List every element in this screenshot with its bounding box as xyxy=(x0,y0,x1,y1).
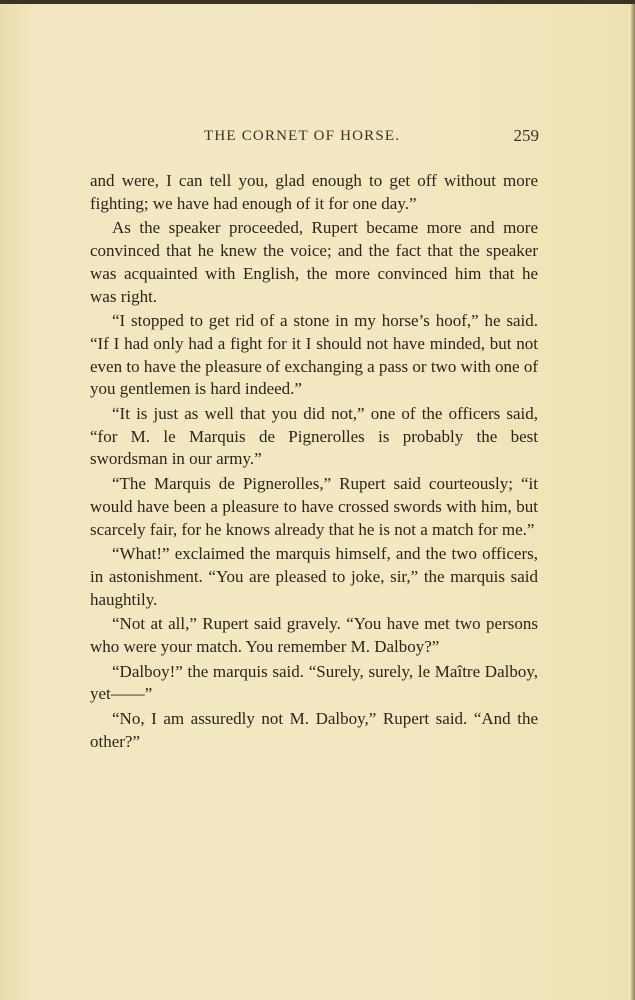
page-edge xyxy=(631,4,635,1000)
running-title: THE CORNET OF HORSE. xyxy=(204,128,401,144)
paragraph: “I stopped to get rid of a stone in my horse’s hoof,” he said. “If I had only had a fight for it I should not have minded, but not even to have the pleasure of exchanging a pass or two with one of you gentlemen is hard indeed.” xyxy=(90,311,538,399)
paragraph: and were, I can tell you, glad enough to get off without more fighting; we have had enough of it for one day.” xyxy=(90,171,538,213)
paragraph: “No, I am assuredly not M. Dalboy,” Rupert said. “And the other?” xyxy=(90,709,538,751)
paragraph: “Not at all,” Rupert said gravely. “You have met two persons who were your match. You remember M. Dalboy?” xyxy=(90,614,538,657)
paragraph: “It is just as well that you did not,” one of the officers said, “for M. le Marquis de Pignerolles is probably the best swordsman in our army.” xyxy=(90,404,538,469)
paragraph: “What!” exclaimed the marquis himself, and the two officers, in astonishment. “You are pleased to joke, sir,” the marquis said haughtily. xyxy=(90,544,538,609)
page-header xyxy=(90,128,539,154)
paragraph: “Dalboy!” the marquis said. “Surely, surely, le Maître Dalboy, yet——” xyxy=(90,661,538,704)
body-text xyxy=(90,170,538,754)
paragraph: “The Marquis de Pignerolles,” Rupert said courteously; “it would have been a pleasure to have crossed swords with him, but scarcely fair, for he knows already that he is not a match for me.” xyxy=(90,474,538,539)
paragraph: As the speaker proceeded, Rupert became more and more convinced that he knew the voice; and the fact that the speaker was acquainted with English, the more convinced him that he was right. xyxy=(90,218,538,306)
page-number: 259 xyxy=(513,126,539,145)
